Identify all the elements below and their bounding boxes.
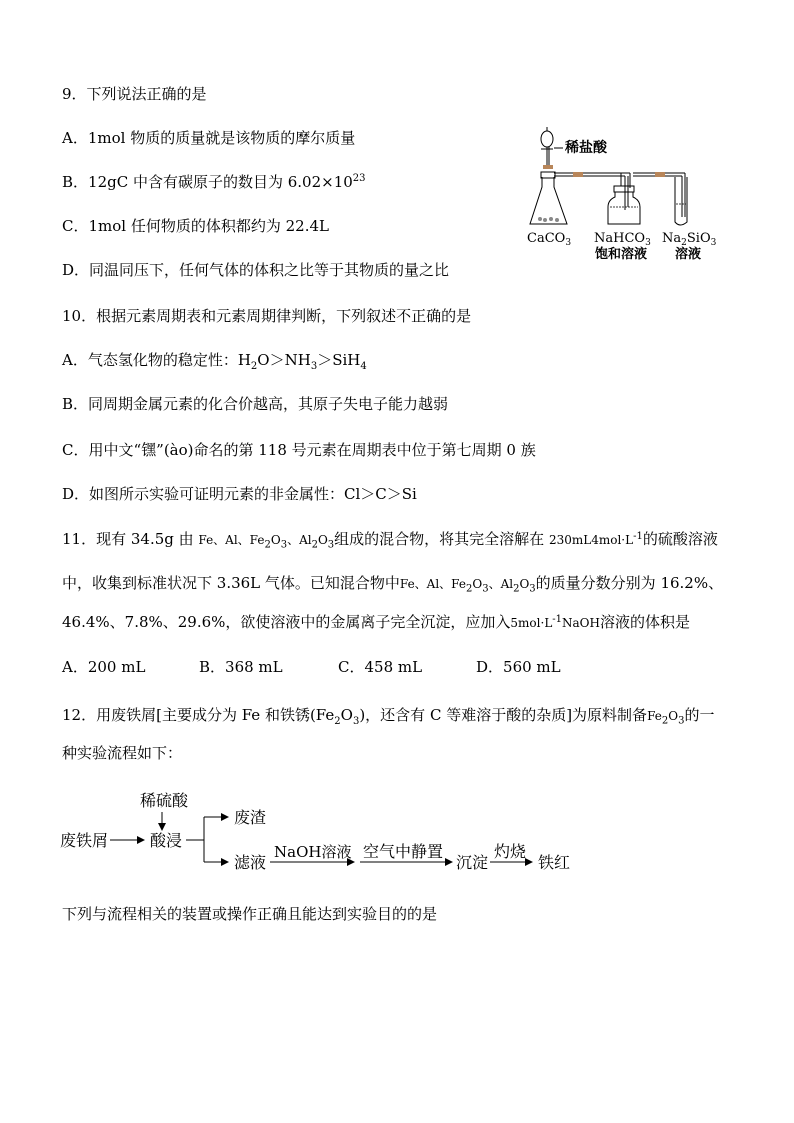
q12-line-3: 下列与流程相关的装置或操作正确且能达到实验目的的是 [62,905,438,923]
acid-label: 稀盐酸 [565,140,607,156]
flow-precipitate: 沉淀 [456,853,489,872]
flow-start: 废铁屑 [60,831,109,850]
q10-option-a: A．气态氢化物的稳定性：$H_2O>NH_3>SiH_4$ [62,351,367,372]
q12-line-2: 种实验流程如下： [62,744,183,762]
flow-reagent-naoh: NaOH溶液 [274,843,352,861]
q10-option-d: D．如图所示实验可证明元素的非金属性：Cl＞C＞Si [62,485,417,503]
flask1-label: CaCO$_3$ [527,231,572,248]
tube-label-1: $Na_2SiO_3$ [662,231,717,248]
flow-condition-air: 空气中静置 [363,842,444,861]
q9-stem: 9．下列说法正确的是 [62,85,207,103]
q11-line-2: 中，收集到标准状况下 3.36L 气体。已知混合物中Fe、Al、$Fe_2O_3$、$Al_2O_3$的质量分数分别为 16.2%、 [62,574,724,595]
flow-step-acid-leach: 酸浸 [150,831,183,850]
q11-option-d: D．560 mL [476,658,561,676]
flow-reagent: 稀硫酸 [140,791,189,810]
flow-condition-calcine: 灼烧 [494,842,527,861]
q11-line-3: 46.4%、7.8%、29.6%，欲使溶液中的金属离子完全沉淀，应加入$5mol\cdot L^{-1}NaOH$溶液的体积是 [62,613,691,631]
q11-option-b: B．368 mL [199,658,283,676]
q10-option-c: C．用中文“𬭶”(ào)命名的第 118 号元素在周期表中位于第七周期 0 族 [62,441,536,459]
flask2-label-2: 饱和溶液 [595,247,648,262]
q9-option-a: A．1mol 物质的质量就是该物质的摩尔质量 [62,129,356,147]
flow-filtrate: 滤液 [234,853,267,872]
q9-option-b: B．12gC 中含有碳原子的数目为 $6.02\times 10^{23}$ [62,173,366,191]
q9-option-d: D．同温同压下，任何气体的体积之比等于其物质的量之比 [62,261,450,279]
q11-option-c: C．458 mL [338,658,423,676]
q12-line-1: 12．用废铁屑[主要成分为 Fe 和铁锈$(Fe_2O_3)$，还含有 C 等难溶于酸的杂质]为原料制备$Fe_2O_3$的一 [62,706,715,727]
q10-option-b: B．同周期金属元素的化合价越高，其原子失电子能力越弱 [62,395,449,413]
q10-stem: 10．根据元素周期表和元素周期律判断，下列叙述不正确的是 [62,307,472,325]
flow-diagram [58,782,598,882]
flow-residue: 废渣 [234,808,267,827]
q11-line-1: 11．现有 34.5g 由 Fe、Al、$Fe_2O_3$、$Al_2O_3$组成的混合物，将其完全溶解在 $230mL4mol\cdot L^{-1}$的硫酸溶液 [62,530,718,551]
tube-label-2: 溶液 [675,247,702,262]
flask2-label-1: NaHCO$_3$ [594,231,651,248]
apparatus-diagram [525,122,725,267]
q9-option-c: C．1mol 任何物质的体积都约为 22.4L [62,217,329,235]
q11-option-a: A．200 mL [62,658,146,676]
flow-product: 铁红 [538,853,571,872]
